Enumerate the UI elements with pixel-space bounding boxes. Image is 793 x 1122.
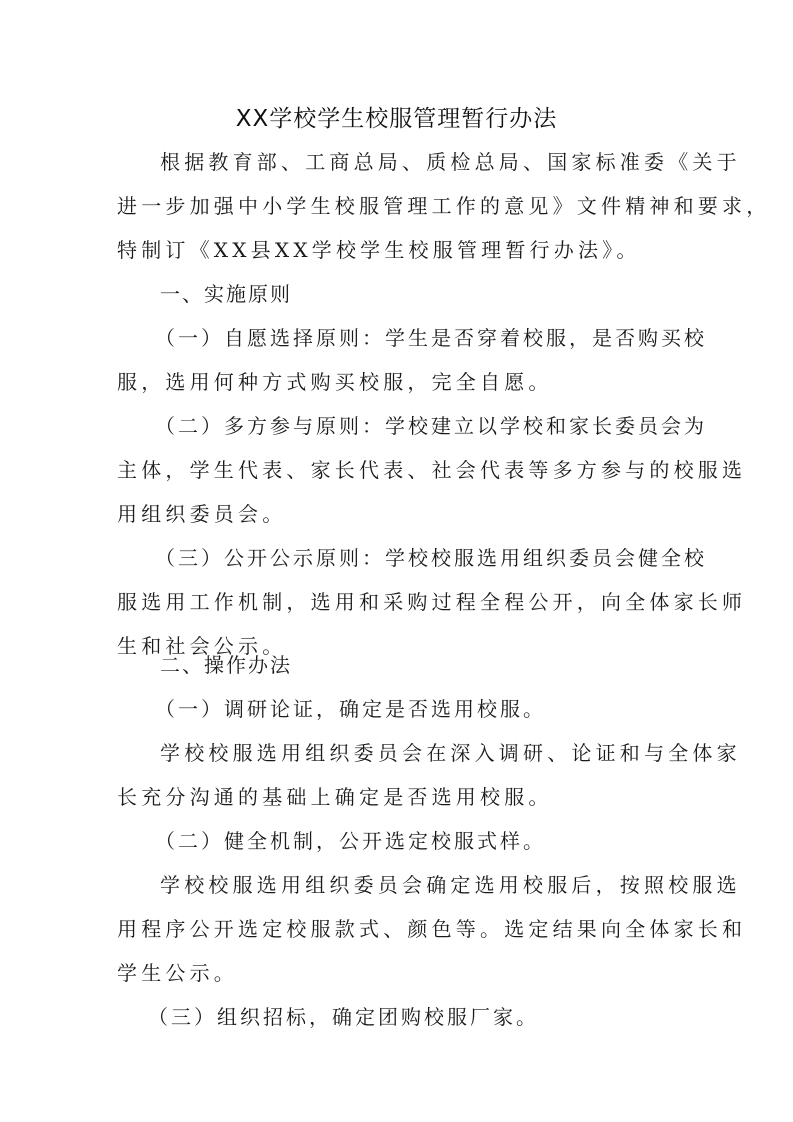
method-2-heading: （二）健全机制，公开选定校服式样。 [155, 829, 546, 853]
intro-line-2: 进一步加强中小学生校服管理工作的意见》文件精神和要求， [117, 194, 771, 218]
method-2-line-3: 学生公示。 [117, 961, 238, 985]
method-3-heading: （三）组织招标，确定团购校服厂家。 [148, 1005, 539, 1029]
method-1-heading: （一）调研论证，确定是否选用校服。 [155, 697, 546, 721]
section-heading-1: 一、实施原则 [160, 282, 292, 306]
intro-line-1: 根据教育部、工商总局、质检总局、国家标准委《关于 [160, 150, 741, 174]
principle-2-line-2: 主体，学生代表、家长代表、社会代表等多方参与的校服选 [117, 458, 747, 482]
intro-line-3: 特制订《XX县XX学校学生校服管理暂行办法》。 [117, 238, 641, 262]
method-2-line-1: 学校校服选用组织委员会确定选用校服后，按照校服选 [160, 873, 741, 897]
principle-3-line-2: 服选用工作机制，选用和采购过程全程公开，向全体家长师 [117, 590, 747, 614]
principle-3-line-3: 生和社会公示。 [117, 634, 287, 658]
principle-2-line-1: （二）多方参与原则：学校建立以学校和家长委员会为 [155, 414, 707, 438]
method-1-line-1: 学校校服选用组织委员会在深入调研、论证和与全体家 [160, 741, 741, 765]
principle-3-line-1: （三）公开公示原则：学校校服选用组织委员会健全校 [155, 546, 707, 570]
document-title: XX学校学生校服管理暂行办法 [235, 106, 558, 132]
principle-1-line-2: 服，选用何种方式购买校服，完全自愿。 [117, 370, 553, 394]
section-heading-2: 二、操作办法 [160, 653, 292, 677]
principle-2-line-3: 用组织委员会。 [117, 502, 287, 526]
principle-1-line-1: （一）自愿选择原则：学生是否穿着校服，是否购买校 [155, 326, 707, 350]
method-2-line-2: 用程序公开选定校服款式、颜色等。选定结果向全体家长和 [117, 917, 747, 941]
method-1-line-2: 长充分沟通的基础上确定是否选用校服。 [117, 785, 553, 809]
